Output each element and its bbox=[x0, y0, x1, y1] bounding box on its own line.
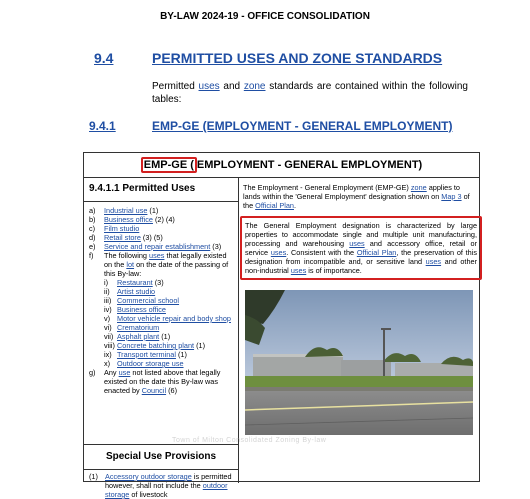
list-item: a) Industrial use (1) bbox=[89, 206, 159, 215]
existing-uses-sublist bbox=[104, 278, 234, 368]
business-office-link[interactable]: Business office bbox=[117, 305, 166, 314]
uses-link[interactable]: uses bbox=[349, 239, 365, 248]
permitted-uses-list bbox=[84, 206, 238, 395]
uses-link[interactable]: uses bbox=[270, 248, 287, 257]
official-plan-link[interactable]: Official Plan bbox=[255, 201, 294, 210]
list-item: viii) Concrete batching plant (1) bbox=[104, 341, 206, 350]
motor-vehicle-repair-link[interactable]: Motor vehicle repair and body shop bbox=[117, 314, 231, 323]
crematorium-link[interactable]: Crematorium bbox=[117, 323, 160, 332]
list-item: x) Outdoor storage use bbox=[104, 359, 184, 368]
list-item: e) Service and repair establishment (3) bbox=[89, 242, 222, 251]
official-plan-link[interactable]: Official Plan bbox=[356, 248, 397, 257]
outdoor-storage-use-link[interactable]: Outdoor storage use bbox=[117, 359, 184, 368]
restaurant-link[interactable]: Restaurant bbox=[117, 278, 153, 287]
industrial-building-photo bbox=[245, 290, 473, 435]
watermark-text: Town of Milton Consolidated Zoning By-law bbox=[172, 437, 327, 444]
accessory-outdoor-storage-link[interactable]: Accessory outdoor storage bbox=[105, 472, 192, 481]
business-office-link[interactable]: Business office bbox=[104, 215, 153, 224]
uses-link[interactable]: uses bbox=[290, 266, 307, 275]
list-item: iii) Commercial school bbox=[104, 296, 180, 305]
uses-link[interactable]: uses bbox=[149, 251, 165, 260]
transport-terminal-link[interactable]: Transport terminal bbox=[117, 350, 176, 359]
document-header: BY-LAW 2024-19 - OFFICE CONSOLIDATION bbox=[160, 11, 370, 22]
permitted-uses-heading: 9.4.1.1 Permitted Uses bbox=[84, 177, 238, 202]
uses-link[interactable]: uses bbox=[425, 257, 442, 266]
industrial-use-link[interactable]: Industrial use bbox=[104, 206, 148, 215]
commercial-school-link[interactable]: Commercial school bbox=[117, 296, 180, 305]
list-item: d) Retail store (3) (5) bbox=[89, 233, 163, 242]
list-item: i) Restaurant (3) bbox=[104, 278, 164, 287]
map-3-link[interactable]: Map 3 bbox=[441, 192, 462, 201]
special-use-heading: Special Use Provisions bbox=[84, 444, 238, 470]
service-repair-link[interactable]: Service and repair establishment bbox=[104, 242, 211, 251]
list-item: ix) Transport terminal (1) bbox=[104, 350, 187, 359]
subsection-title[interactable]: EMP-GE (EMPLOYMENT - GENERAL EMPLOYMENT) bbox=[152, 119, 453, 133]
artist-studio-link[interactable]: Artist studio bbox=[117, 287, 156, 296]
retail-store-link[interactable]: Retail store bbox=[104, 233, 141, 242]
lot-link[interactable]: lot bbox=[126, 260, 135, 269]
designation-paragraph-highlight: The General Employment designation is characterized by large properties to accommodate single and multiple unit manufacturing, processing and warehousing uses and accessory office, retail or service uses. Consistent with the Official Plan, the preservation of this designation from incompatible and, or sensitive land uses and other non-industrial uses is of importance. bbox=[240, 216, 482, 280]
list-item: iv) Business office bbox=[104, 305, 166, 314]
concrete-batching-link[interactable]: Concrete batching plant bbox=[117, 341, 195, 350]
zone-link[interactable]: zone bbox=[410, 183, 427, 192]
subsection-number[interactable]: 9.4.1 bbox=[89, 119, 116, 133]
list-item: ii) Artist studio bbox=[104, 287, 156, 296]
list-item: vii) Asphalt plant (1) bbox=[104, 332, 171, 341]
use-link[interactable]: use bbox=[118, 368, 131, 377]
intro-paragraph: Permitted uses and zone standards are contained within the following tables: bbox=[152, 81, 468, 105]
outdoor-storage-link[interactable]: outdoor storage bbox=[105, 481, 228, 499]
list-item: g) Any use not listed above that legally existed on the date this By-law was enacted by Council (6) bbox=[89, 368, 221, 395]
list-item: c) Film studio bbox=[89, 224, 140, 233]
zone-link[interactable]: zone bbox=[243, 81, 266, 92]
list-item: v) Motor vehicle repair and body shop bbox=[104, 314, 231, 323]
zone-code-highlight: EMP-GE ( bbox=[141, 157, 197, 173]
zone-description-paragraph: The Employment - General Employment (EMP-GE) zone applies to lands within the 'General Employment' designation shown on Map 3 of the Official Plan. bbox=[243, 183, 470, 210]
section-number[interactable]: 9.4 bbox=[94, 50, 114, 66]
section-title[interactable]: PERMITTED USES AND ZONE STANDARDS bbox=[152, 50, 443, 66]
list-item: f) The following uses that legally existed on the lot on the date of the passing of this By-law: i) Restaurant (3) ii) Artist studio iii) Commercial school iv) Business office v) Motor vehicle repair and body shop vi) Crematorium vii) Asphalt plant (1) viii) Concrete batching plant (1) ix) Transport terminal (1) x) Outdoor storage use bbox=[89, 251, 234, 368]
list-item: vi) Crematorium bbox=[104, 323, 160, 332]
special-use-item: (1) Accessory outdoor storage is permitted however, shall not include the outdoor storage of livestock bbox=[89, 472, 232, 499]
zone-table-title: EMP-GE ( EMPLOYMENT - GENERAL EMPLOYMENT) bbox=[84, 153, 479, 178]
list-item: b) Business office (2) (4) bbox=[89, 215, 175, 224]
asphalt-plant-link[interactable]: Asphalt plant bbox=[117, 332, 160, 341]
zone-table bbox=[83, 152, 480, 499]
council-link[interactable]: Council bbox=[141, 386, 167, 395]
film-studio-link[interactable]: Film studio bbox=[104, 224, 140, 233]
uses-link[interactable]: uses bbox=[198, 81, 220, 92]
